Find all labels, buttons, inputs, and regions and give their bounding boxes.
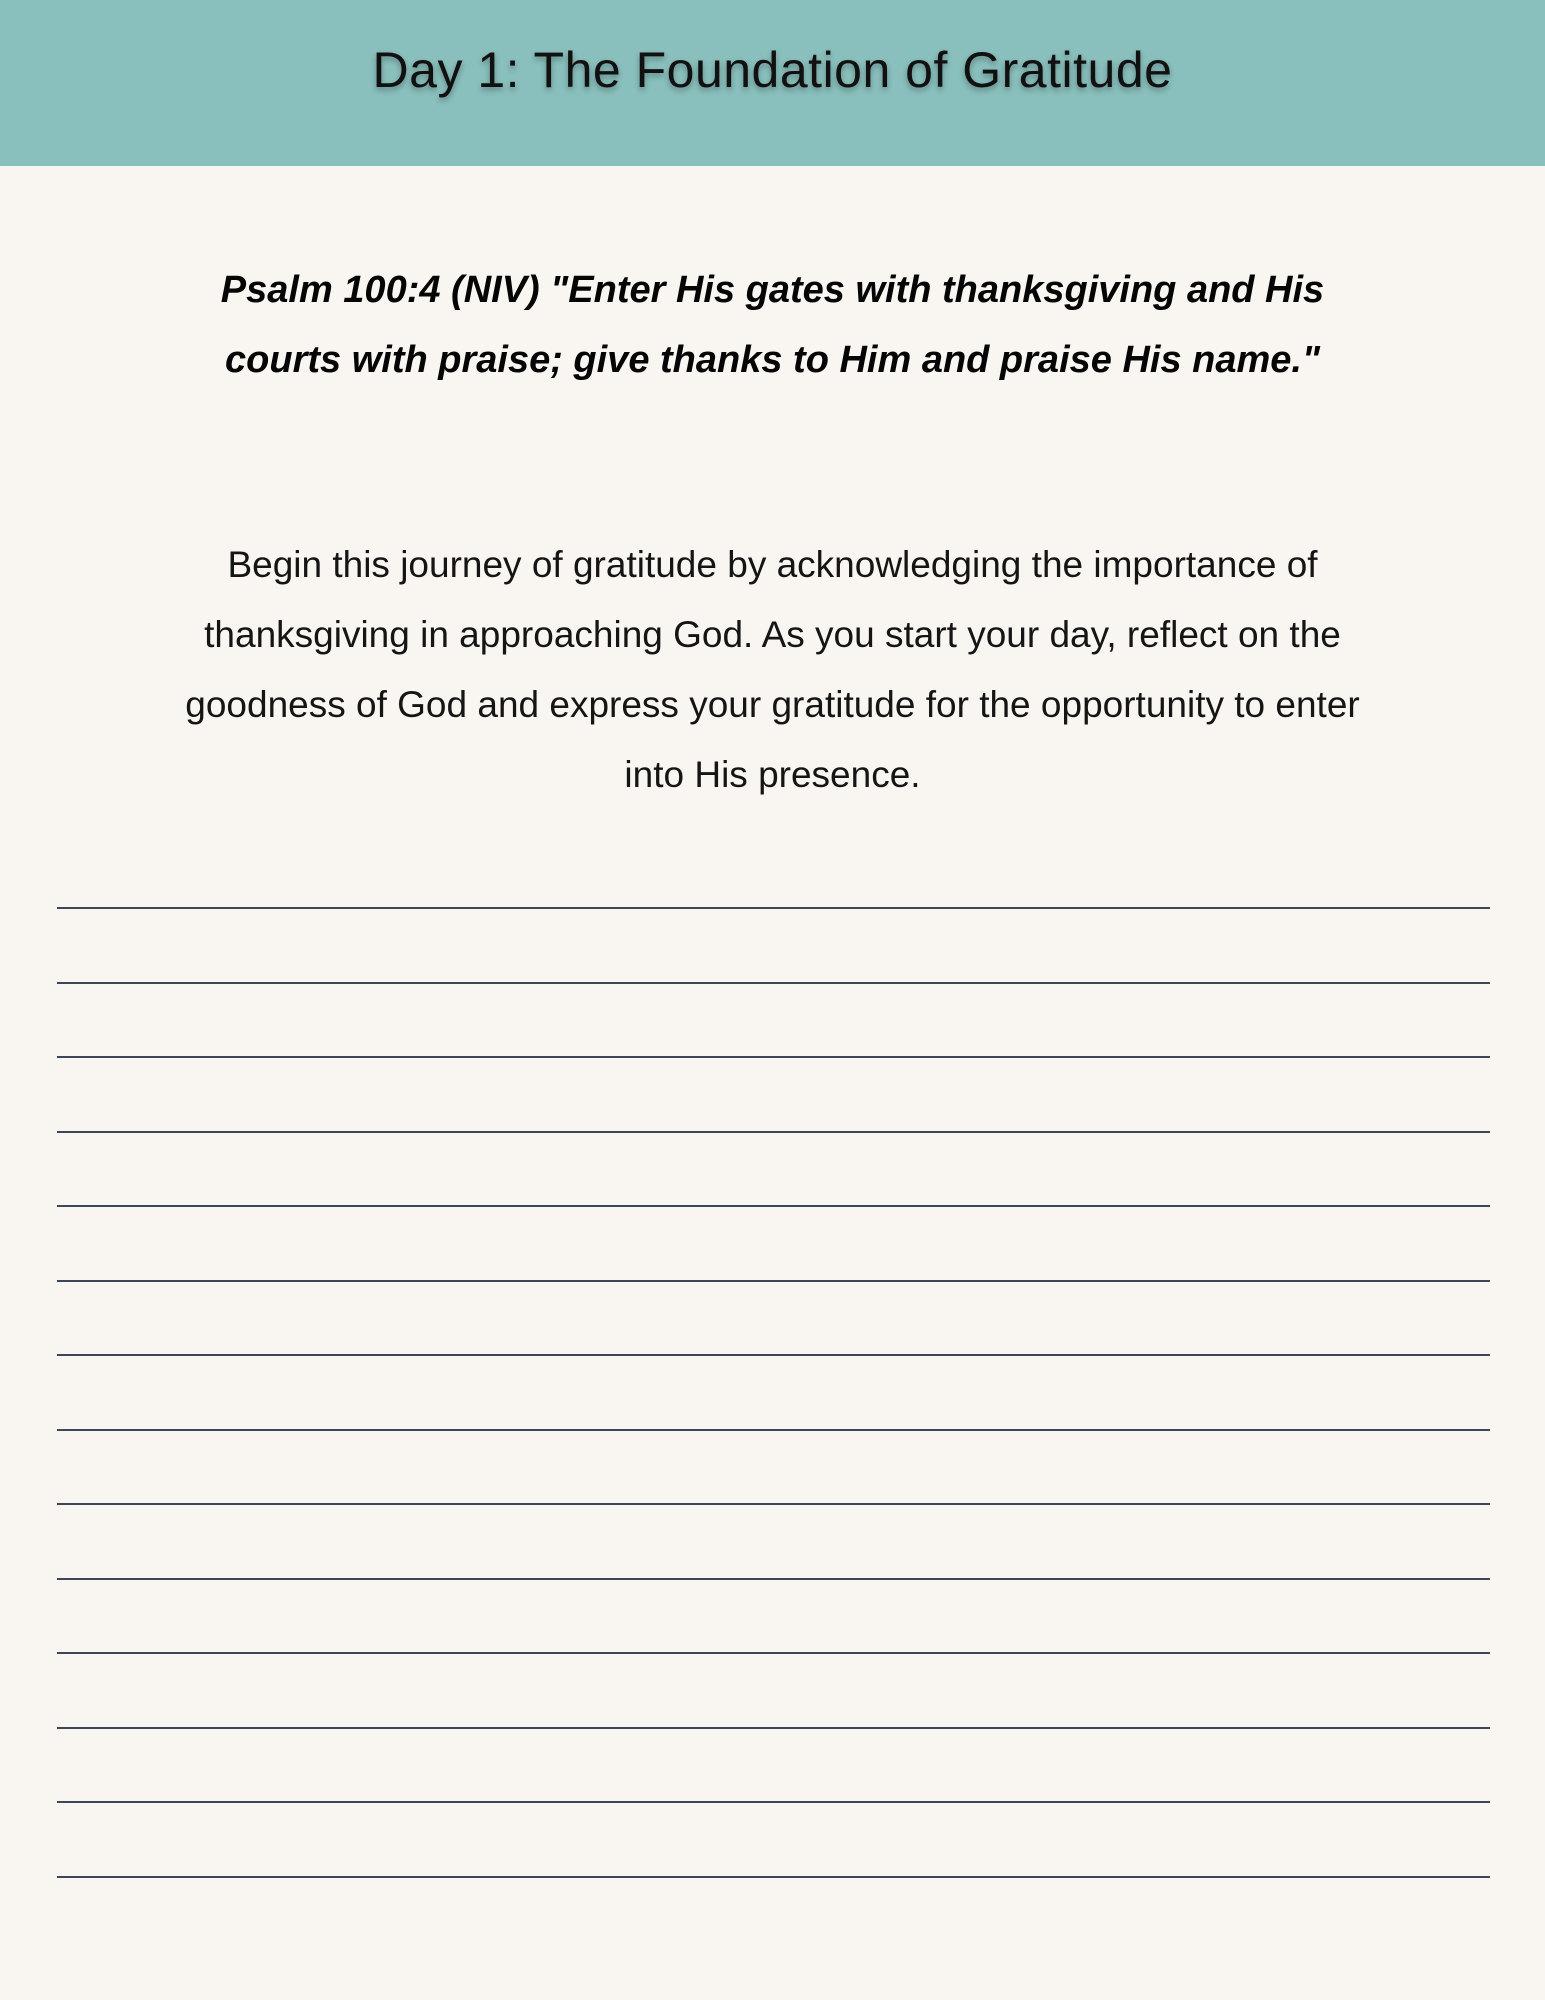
writing-line [57, 1652, 1490, 1654]
writing-line [57, 1205, 1490, 1207]
scripture-verse: Psalm 100:4 (NIV) "Enter His gates with thanksgiving and His courts with praise; give thanks to Him and praise His name." [220, 269, 1325, 381]
reflection-text: Begin this journey of gratitude by acknowledging the importance of thanksgiving in approaching God. As you start your day, reflect on the goodness of God and express your gratitude for the opportunity to enter into His presence. [185, 544, 1360, 795]
writing-line [57, 1578, 1490, 1580]
page-title: Day 1: The Foundation of Gratitude [372, 42, 1173, 98]
writing-line [57, 907, 1490, 909]
page-header [0, 0, 1545, 166]
writing-line [57, 1727, 1490, 1729]
writing-line [57, 1280, 1490, 1282]
writing-line [57, 982, 1490, 984]
writing-line [57, 1131, 1490, 1133]
writing-line [57, 1429, 1490, 1431]
writing-line [57, 1354, 1490, 1356]
writing-line [57, 1801, 1490, 1803]
writing-line [57, 1056, 1490, 1058]
writing-line [57, 1503, 1490, 1505]
writing-line [57, 1876, 1490, 1878]
